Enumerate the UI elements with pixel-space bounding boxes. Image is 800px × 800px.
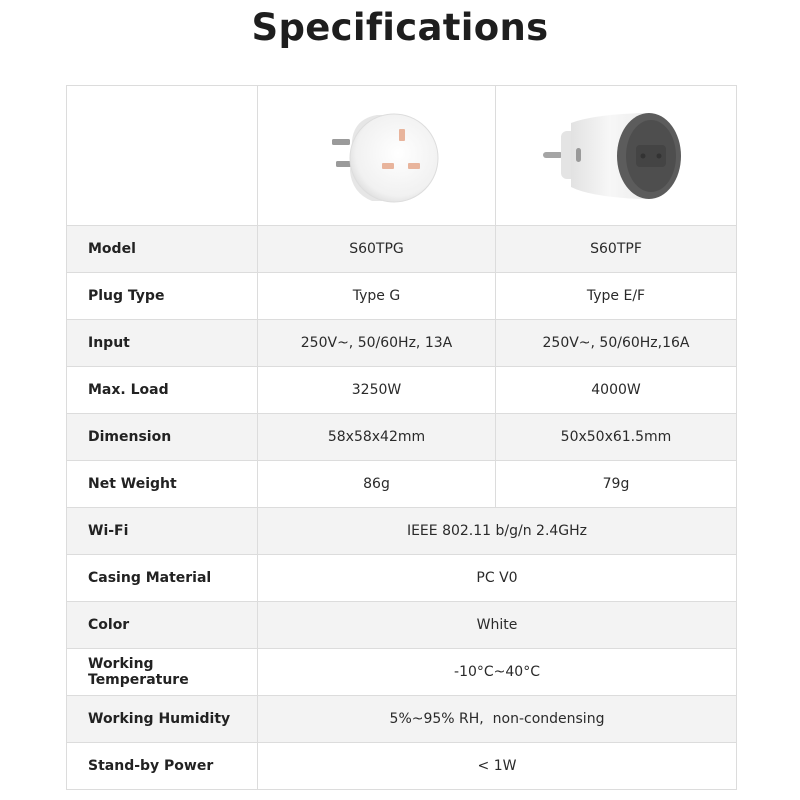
product-image-cell (258, 86, 496, 226)
row-label: Casing Material (67, 555, 258, 602)
row-label: Stand-by Power (67, 743, 258, 790)
row-value: IEEE 802.11 b/g/n 2.4GHz (258, 508, 737, 555)
row-value: White (258, 602, 737, 649)
row-label: Color (67, 602, 258, 649)
row-value: 86g (258, 461, 496, 508)
row-label: Wi-Fi (67, 508, 258, 555)
row-value: 250V~, 50/60Hz, 13A (258, 320, 496, 367)
row-value: 50x50x61.5mm (496, 414, 737, 461)
row-label: Plug Type (67, 273, 258, 320)
product-image-cell (496, 86, 737, 226)
page-title: Specifications (251, 6, 549, 49)
row-label: Max. Load (67, 367, 258, 414)
row-value: S60TPF (496, 226, 737, 273)
eu-smart-plug-image (531, 101, 701, 211)
row-value: 79g (496, 461, 737, 508)
row-label: Dimension (67, 414, 258, 461)
row-value: 3250W (258, 367, 496, 414)
empty-header-cell (67, 86, 258, 226)
spec-row-casing-material (67, 555, 737, 602)
row-value: 4000W (496, 367, 737, 414)
row-value: S60TPG (258, 226, 496, 273)
row-value: < 1W (258, 743, 737, 790)
row-label: Net Weight (67, 461, 258, 508)
row-value: 5%~95% RH, non-condensing (258, 696, 737, 743)
row-label: Working Temperature (67, 649, 258, 696)
spec-row-model (67, 226, 737, 273)
row-value: 58x58x42mm (258, 414, 496, 461)
row-value: PC V0 (258, 555, 737, 602)
row-label: Model (67, 226, 258, 273)
row-value: 250V~, 50/60Hz,16A (496, 320, 737, 367)
spec-row-working-humidity (67, 696, 737, 743)
product-image-row (67, 86, 737, 226)
spec-row-standby-power (67, 743, 737, 790)
row-value: Type E/F (496, 273, 737, 320)
row-value: Type G (258, 273, 496, 320)
spec-row-wifi (67, 508, 737, 555)
spec-row-max-load (67, 367, 737, 414)
spec-row-input (67, 320, 737, 367)
row-value: -10°C~40°C (258, 649, 737, 696)
uk-smart-plug-image (312, 101, 442, 211)
spec-row-working-temperature (67, 649, 737, 696)
row-label: Working Humidity (67, 696, 258, 743)
row-label: Input (67, 320, 258, 367)
spec-row-net-weight (67, 461, 737, 508)
spec-row-color (67, 602, 737, 649)
spec-row-plug-type (67, 273, 737, 320)
specifications-table (66, 85, 737, 790)
spec-row-dimension (67, 414, 737, 461)
